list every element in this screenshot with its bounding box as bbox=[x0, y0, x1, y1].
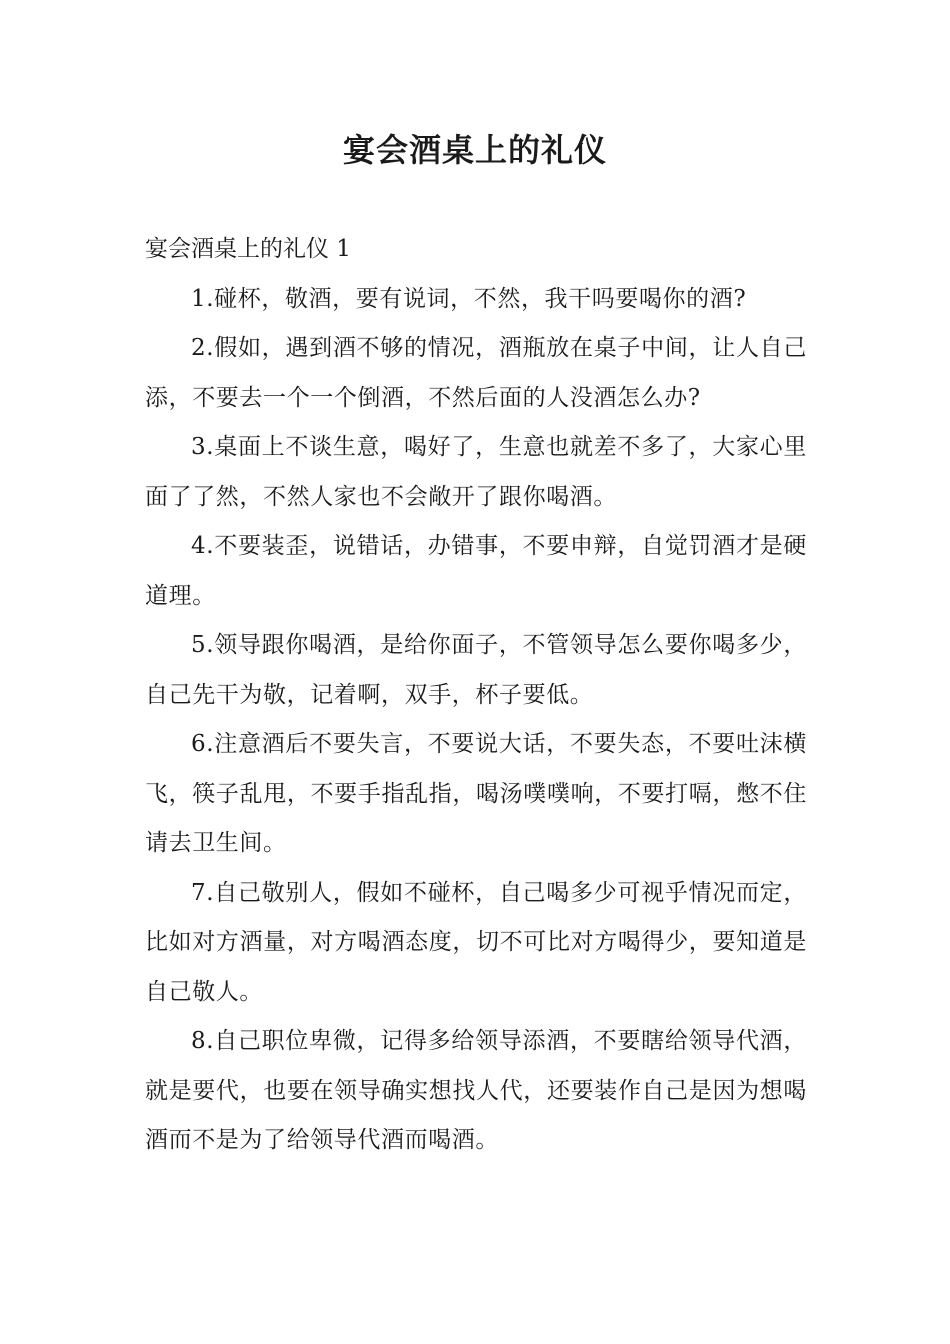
paragraph-8: 8.自己职位卑微，记得多给领导添酒，不要瞎给领导代酒，就是要代，也要在领导确实想找人代，还要装作自己是因为想喝酒而不是为了给领导代酒而喝酒。 bbox=[145, 1028, 807, 1153]
section-heading: 宴会酒桌上的礼仪 1 bbox=[145, 236, 351, 262]
paragraph-2: 2.假如，遇到酒不够的情况，酒瓶放在桌子中间，让人自己添，不要去一个一个倒酒，不然后面的人没酒怎么办? bbox=[145, 335, 807, 411]
paragraph-6: 6.注意酒后不要失言，不要说大话，不要失态，不要吐沫横飞，筷子乱甩，不要手指乱指，喝汤噗噗响，不要打嗝，憋不住请去卫生间。 bbox=[145, 731, 807, 856]
paragraph-5: 5.领导跟你喝酒，是给你面子，不管领导怎么要你喝多少，自己先干为敬，记着啊，双手，杯子要低。 bbox=[145, 632, 807, 708]
paragraph-3: 3.桌面上不谈生意，喝好了，生意也就差不多了，大家心里面了了然，不然人家也不会敞开了跟你喝酒。 bbox=[145, 434, 807, 510]
document-title: 宴会酒桌上的礼仪 bbox=[342, 131, 607, 169]
document-body bbox=[145, 225, 807, 1166]
paragraph-7: 7.自己敬别人，假如不碰杯，自己喝多少可视乎情况而定，比如对方酒量，对方喝酒态度，切不可比对方喝得少，要知道是自己敬人。 bbox=[145, 879, 807, 1005]
paragraph-4: 4.不要装歪，说错话，办错事，不要申辩，自觉罚酒才是硬道理。 bbox=[145, 533, 807, 609]
paragraph-1: 1.碰杯，敬酒，要有说词，不然，我干吗要喝你的酒? bbox=[191, 285, 747, 312]
